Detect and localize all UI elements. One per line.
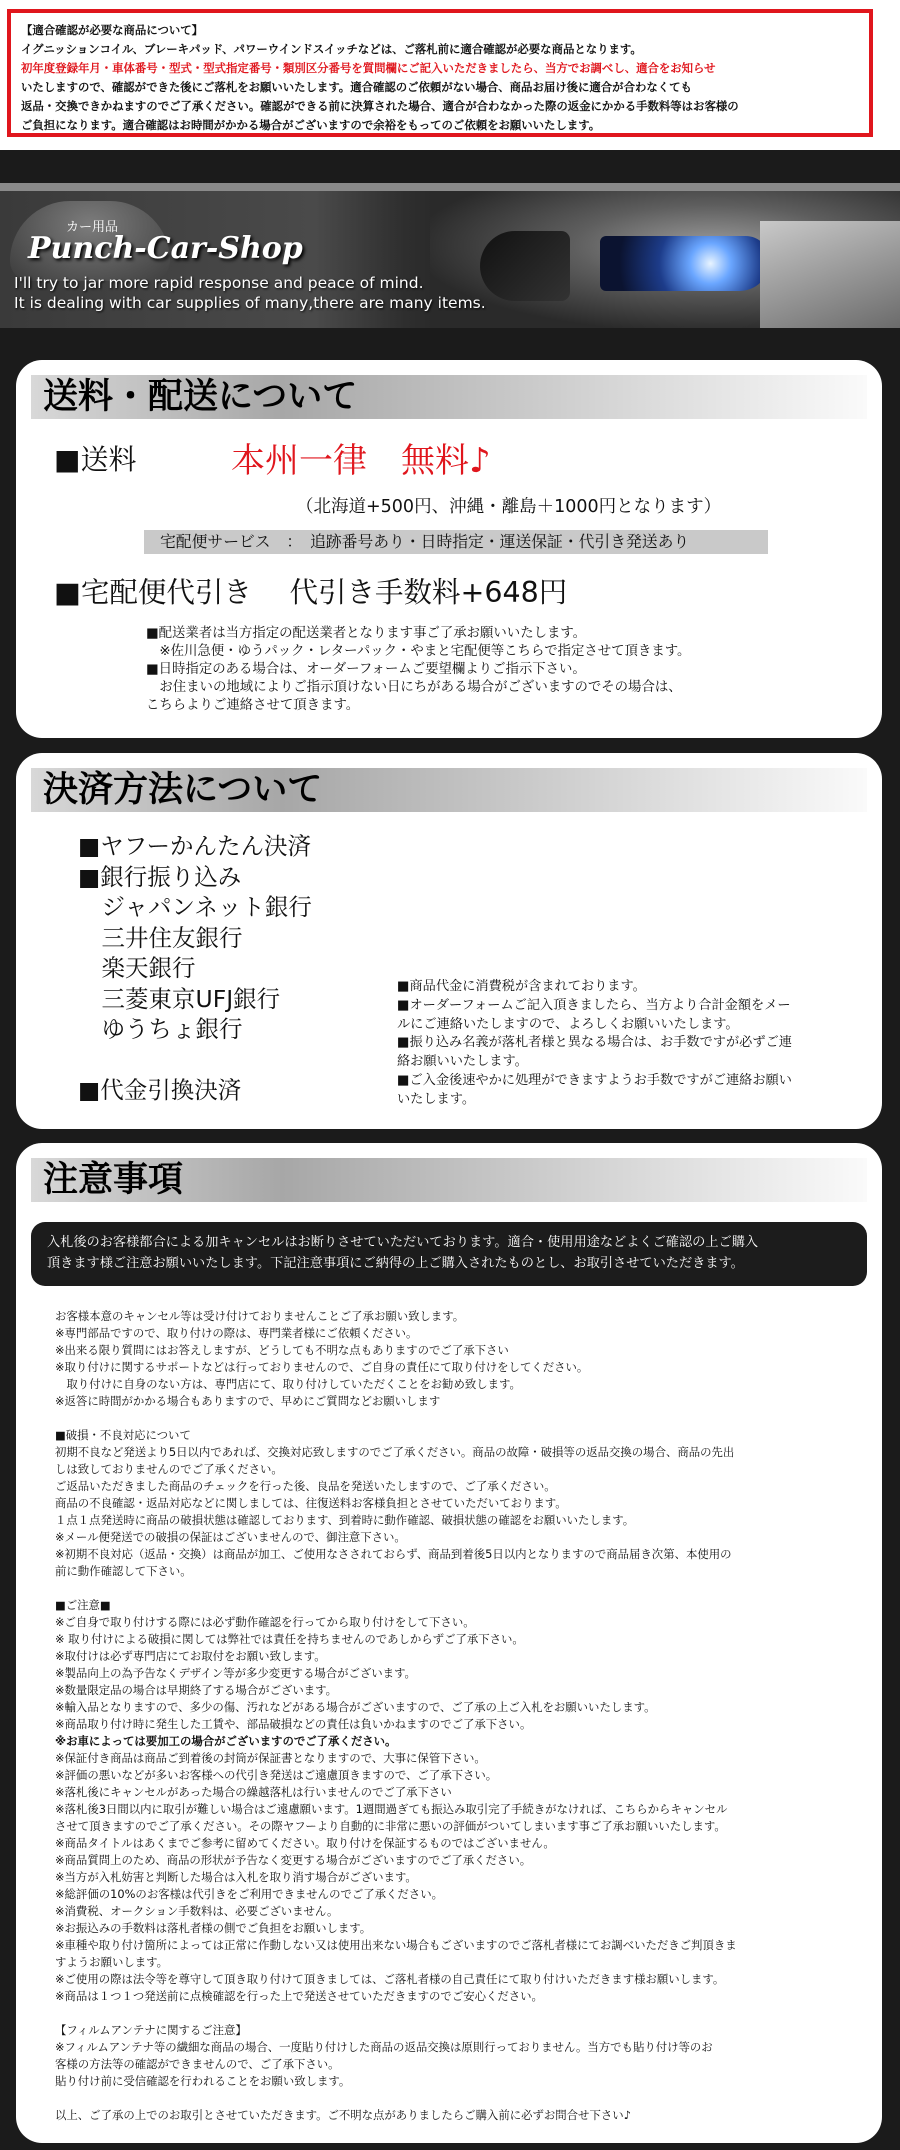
caution-banner-line: 入札後のお客様都合による加キャンセルはお断りさせていただいております。適合・使用用途などよくご確認の上ご購入 (47, 1235, 759, 1250)
caution-line: ※ご自身で取り付けする際には必ず動作確認を行ってから取り付けをして下さい。 (55, 1615, 475, 1629)
caution-line: ※取り付けに関するサポートなどは行っておりませんので、ご自身の責任にて取り付けをしてください。 (55, 1360, 589, 1374)
caution-banner-line: 頂きます様ご注意お願いいたします。下記注意事項にご納得の上ご購入されたものとし、お取引させていただきます。 (47, 1256, 744, 1271)
caution-line: ※落札後3日間以内に取引が難しい場合はご遠慮願います。1週間過ぎても振込み取引完了手続きがなければ、こちらからキャンセル (55, 1802, 728, 1816)
caution-line: 初期不良など発送より5日以内であれば、交換対応致しますのでご了承ください。商品の故障・破損等の返品交換の場合、商品の先出 (55, 1445, 735, 1459)
caution-line: ※お車によっては要加工の場合がございますのでご了承ください。 (55, 1734, 397, 1748)
payment-methods (78, 831, 312, 1045)
caution-line: ※輸入品となりますので、多少の傷、汚れなどがある場合がございますので、ご了承の上ご入札をお願いいたします。 (55, 1700, 656, 1714)
payment-method: ■銀行振り込み (78, 862, 242, 891)
banner-tagline-2: It is dealing with car supplies of many,there are many items. (14, 294, 486, 312)
payment-note-line: ■商品代金に消費税が含まれております。 (397, 979, 646, 994)
payment-notes (397, 978, 867, 1110)
caution-line: させて頂きますのでご了承ください。その際ヤフーより自動的に非常に悪いの評価がついてしまいます事ご了承お願いいたします。 (55, 1819, 726, 1833)
caution-line: しは致しておりませんのでご了承ください。 (55, 1462, 283, 1476)
shipping-note-line: ※佐川急便・ゆうパック・レターパック・やまと宅配便等こちらで指定させて頂きます。 (146, 644, 691, 659)
payment-method: 楽天銀行 (78, 954, 196, 982)
caution-line: 客様の方法等の確認ができませんので、ご了承下さい。 (55, 2057, 340, 2071)
caution-line: 商品の不良確認・返品対応などに関しましては、往復送料お客様負担とさせていただいております。 (55, 1496, 567, 1510)
payment-note-line: ルにご連絡いたしますので、よろしくお願いいたします。 (397, 1016, 739, 1032)
caution-line: お客様本意のキャンセル等は受け付けておりませんことご了承お願い致します。 (55, 1309, 465, 1323)
caution-line: ※数量限定品の場合は早期終了する場合がございます。 (55, 1683, 338, 1697)
caution-line: ※消費税、オークション手数料は、必要ございません。 (55, 1904, 339, 1918)
shop-logo: Punch-Car-Shop (28, 231, 303, 266)
caution-line: ※評価の悪いなどが多いお客様への代引き発送はご遠慮頂きますので、ご了承下さい。 (55, 1768, 498, 1782)
top-notice-area (0, 0, 900, 150)
caution-line: ※商品取り付け時に発生した工賃や、部品破損などの責任は負いかねますのでご了承下さい。 (55, 1717, 532, 1731)
car-headlight-image (430, 191, 900, 328)
caution-heading: 注意事項 (31, 1158, 867, 1202)
banner-tagline-1: I'll try to jar more rapid response and peace of mind. (14, 274, 424, 292)
caution-line: ※ 取り付けによる破損に関しては弊社では責任を持ちませんのであしからずご了承下さい。 (55, 1632, 524, 1646)
caution-line: ■ご注意■ (55, 1598, 111, 1612)
shipping-free-text: 本州一律 無料♪ (231, 441, 491, 481)
notice-line: 初年度登録年月・車体番号・型式・型式指定番号・類別区分番号を質問欄にご記入いただきましたら、当方でお調べし、適合をお知らせ (21, 61, 716, 75)
banner-tag: カー用品 (66, 220, 119, 235)
payment-method: 三井住友銀行 (78, 923, 243, 952)
shipping-heading: 送料・配送について (31, 375, 867, 419)
payment-note-line: いたします。 (397, 1091, 476, 1107)
caution-line: ※お振込みの手数料は落札者様の側でご負担をお願いします。 (55, 1921, 372, 1935)
caution-line: ※車種や取り付け箇所によっては正常に作動しない又は使用出来ない場合もございますのでご落札者様にてお調べいただきご判頂きま (55, 1938, 737, 1952)
payment-method: ジャパンネット銀行 (78, 893, 312, 921)
shipping-notes (146, 625, 690, 715)
payment-note-line: ■オーダーフォームご記入頂きましたら、当方より合計金額をメー (397, 997, 791, 1013)
payment-note-line: ■ご入金後速やかに処理ができますようお手数ですがご連絡お願い (397, 1072, 792, 1088)
caution-line: ※商品質問上のため、商品の形状が予告なく変更する場合がございますのでご了承ください。 (55, 1853, 532, 1867)
caution-line: ※総評価の10%のお客様は代引きをご利用できませんのでご了承ください。 (55, 1887, 443, 1901)
shop-banner (0, 183, 900, 328)
shipping-extra-fee: （北海道+500円、沖縄・離島＋1000円となります） (296, 497, 722, 517)
caution-line: すようお願いします。 (55, 1955, 168, 1969)
banner-stripe (0, 183, 900, 191)
caution-line: 前に動作確認して下さい。 (55, 1564, 192, 1578)
shipping-note-line: お住まいの地域によりご指示頂けない日にちがある場合がございますのでその場合は、 (146, 680, 682, 695)
caution-line: ※商品タイトルはあくまでご参考に留めてください。取り付けを保証するものではございません。 (55, 1836, 555, 1850)
caution-line: 取り付けに自身のない方は、専門店にて、取り付けしていただくことをお勧め致します。 (55, 1377, 521, 1391)
car-body (760, 221, 900, 328)
payment-method: ゆうちょ銀行 (78, 1015, 243, 1043)
caution-line: 【フィルムアンテナに関するご注意】 (55, 2023, 247, 2037)
caution-line: ※製品向上の為予告なくデザイン等が多少変更する場合がございます。 (55, 1666, 416, 1680)
cod-fee: ■宅配便代引き 代引き手数料+648円 (54, 576, 568, 609)
caution-line: ご返品いただきました商品のチェックを行った後、良品を発送いたしますので、ご了承ください。 (55, 1479, 556, 1493)
notice-line: いたしますので、確認ができた後にご落札をお願いいたします。適合確認のご依頼がない場合、商品お届け後に適合が合わなくても (21, 80, 692, 94)
caution-line: １点１点発送時に商品の破損状態は確認しております、到着時に動作確認、破損状態の確認をお願いいたします。 (55, 1513, 635, 1527)
caution-line: ※商品は１つ１つ発送前に点検確認を行った上で発送させていただきますのでご安心ください。 (55, 1989, 543, 2003)
payment-method: 三菱東京UFJ銀行 (78, 984, 281, 1013)
caution-line: ※ご使用の際は法令等を尊守して頂き取り付けて頂きましては、ご落札者様の自己責任にて取り付けいただきます様お願いします。 (55, 1972, 725, 1986)
notice-line: イグニッションコイル、ブレーキパッド、パワーウインドスイッチなどは、ご落札前に適合確認が必要な商品となります。 (21, 42, 642, 56)
caution-line: ■破損・不良対応について (55, 1428, 191, 1442)
car-grill (480, 231, 570, 301)
caution-line: ※専門部品ですので、取り付けの際は、専門業者様にご依頼ください。 (55, 1326, 418, 1340)
shipping-fee-label: ■送料 (54, 443, 137, 476)
shipping-note-line: ■日時指定のある場合は、オーダーフォームご要望欄よりご指示下さい。 (146, 662, 586, 677)
payment-note-line: 絡お願いいたします。 (397, 1054, 528, 1070)
caution-line: 以上、ご了承の上でのお取引とさせていただきます。ご不明な点がありましたらご購入前に必ずお問合せ下さい♪ (55, 2108, 631, 2122)
caution-line: ※メール便発送での破損の保証はございませんので、御注意下さい。 (55, 1530, 406, 1544)
payment-method: ■ヤフーかんたん決済 (78, 832, 311, 860)
compatibility-notice (7, 9, 873, 137)
payment-heading: 決済方法について (31, 768, 867, 812)
shipping-panel (16, 360, 882, 738)
caution-line: ※当方が入札妨害と判断した場合は入札を取り消す場合がございます。 (55, 1870, 417, 1884)
notice-line: 返品・交換できかねますのでご了承ください。確認ができる前に決算された場合、適合が合わなかった際の返金にかかる手数料等はお客様の (21, 99, 739, 113)
delivery-service-bar: 宅配便サービス ： 追跡番号あり・日時指定・運送保証・代引き発送あり (144, 530, 768, 554)
caution-line: ※初期不良対応（返品・交換）は商品が加工、ご使用なさされておらず、商品到着後5日以内となりますので商品届き次第、本使用の (55, 1547, 732, 1561)
shipping-note-line: こちらよりご連絡させて頂きます。 (146, 698, 360, 713)
notice-line: 【適合確認が必要な商品について】 (21, 23, 204, 37)
payment-cod: ■代金引換決済 (78, 1076, 242, 1104)
notice-line: ご負担になります。適合確認はお時間がかかる場合がございますので余裕をもってのご依頼をお願いいたします。 (21, 118, 601, 132)
caution-line: ※フィルムアンテナ等の繊細な商品の場合、一度貼り付けした商品の返品交換は原則行っておりません。当方でも貼り付け等のお (55, 2040, 713, 2054)
shipping-note-line: ■配送業者は当方指定の配送業者となります事ご了承お願いいたします。 (146, 626, 587, 641)
payment-note-line: ■振り込み名義が落札者様と異なる場合は、お手数ですが必ずご連 (397, 1035, 792, 1051)
caution-line: ※返答に時間がかかる場合もありますので、早めにご質問などお願いします (55, 1394, 441, 1408)
caution-line: ※出来る限り質問にはお答えしますが、どうしても不明な点もありますのでご了承下さい (55, 1343, 509, 1357)
caution-line: ※落札後にキャンセルがあった場合の繰越落札は行いませんのでご了承下さい (55, 1785, 452, 1799)
caution-line: ※保証付き商品は商品ご到着後の封筒が保証書となりますので、大事に保管下さい。 (55, 1751, 486, 1765)
caution-line: ※取付けは必ず専門店にてお取付をお願い致します。 (55, 1649, 326, 1663)
headlight-glow (600, 236, 770, 291)
caution-banner (31, 1222, 867, 1286)
caution-line: 貼り付け前に受信確認を行われることをお願い致します。 (55, 2074, 351, 2088)
